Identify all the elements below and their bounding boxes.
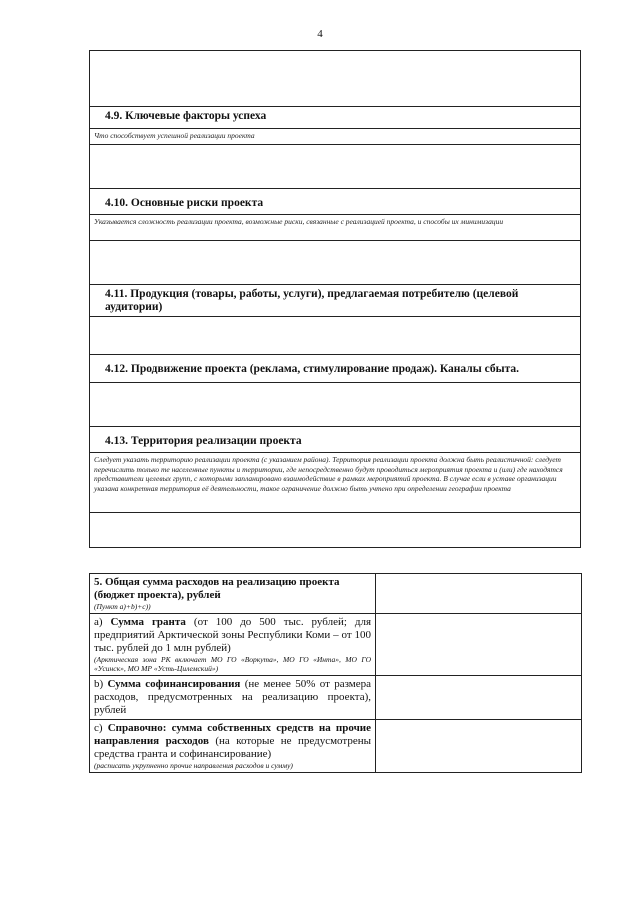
project-description-form: [89, 50, 581, 548]
budget-table: [89, 573, 582, 773]
budget-cofinancing-text: (не менее 50% от размера расходов, предусмотренных на реализацию проекта), рублей: [94, 678, 371, 716]
budget-cofinancing-label: [90, 676, 376, 720]
budget-row-grant: [90, 614, 582, 676]
budget-own-funds-bold: Справочно: сумма собственных средств на прочие направления расходов: [94, 722, 372, 747]
budget-own-funds-value[interactable]: [376, 720, 582, 773]
budget-cofinancing-prefix: b): [94, 678, 104, 690]
budget-total-title: 5. Общая сумма расходов на реализацию проекта (бюджет проекта), рублей: [94, 576, 340, 601]
budget-total-label: [90, 574, 376, 614]
answer-field-4-9[interactable]: [90, 144, 580, 188]
budget-own-funds-label: [90, 720, 376, 773]
answer-field-4-11[interactable]: [90, 316, 580, 354]
budget-grant-label: [90, 614, 376, 676]
section-hint-4-9: Что способствует успешной реализации проекта: [90, 128, 580, 144]
budget-total-value[interactable]: [376, 574, 582, 614]
section-title-4-13: 4.13. Территория реализации проекта: [90, 426, 580, 452]
section-hint-4-10: Указывается сложность реализации проекта, возможные риски, связанные с реализацией проекта, и способы их минимизации: [90, 214, 580, 240]
budget-own-funds-prefix: c): [94, 722, 103, 734]
budget-grant-bold: Сумма гранта: [110, 616, 186, 628]
section-hint-4-13: Следует указать территорию реализации проекта (с указанием района). Территория реализации проекта должна быть реалистичной: следует перечислить только те населенные пункты и территории, где непосредственно будут проводиться мероприятия проекта и (или) где находятся представители целевых групп, с которыми запланировано взаимодействие в рамках мероприятий проекта. В случае если в уставе организации указана конкретная территория её деятельности, такое ограничение должно быть учтено при определении географии проекта: [90, 452, 580, 512]
page-number: 4: [317, 28, 323, 40]
budget-own-funds-text: (на которые не предусмотрены средства гранта и софинансирование): [94, 735, 372, 760]
budget-grant-text: (от 100 до 500 тыс. рублей; для предприятий Арктической зоны Республики Коми – от 100 тыс. рублей до 1 млн рублей): [94, 616, 372, 654]
budget-row-own-funds: [90, 720, 582, 773]
section-title-4-10: 4.10. Основные риски проекта: [90, 188, 580, 214]
budget-row-total: [90, 574, 582, 614]
budget-cofinancing-value[interactable]: [376, 676, 582, 720]
budget-grant-prefix: a): [94, 616, 103, 628]
answer-field-previous[interactable]: [90, 51, 580, 106]
answer-field-4-10[interactable]: [90, 240, 580, 284]
answer-field-4-13[interactable]: [90, 512, 580, 547]
budget-total-note: (Пункт а)+b)+c)): [94, 602, 151, 611]
budget-grant-value[interactable]: [376, 614, 582, 676]
budget-row-cofinancing: [90, 676, 582, 720]
section-title-4-9: 4.9. Ключевые факторы успеха: [90, 106, 580, 128]
budget-cofinancing-bold: Сумма софинансирования: [107, 678, 241, 690]
section-title-4-11: 4.11. Продукция (товары, работы, услуги), предлагаемая потребителю (целевой аудитории): [90, 284, 580, 316]
answer-field-4-12[interactable]: [90, 382, 580, 426]
budget-grant-note: (Арктическая зона РК включает МО ГО «Воркута», МО ГО «Инта», МО ГО «Усинск», МО МР «Усть-Цилемский»): [94, 655, 371, 673]
section-title-4-12: 4.12. Продвижение проекта (реклама, стимулирование продаж). Каналы сбыта.: [90, 354, 580, 382]
budget-own-funds-note: (расписать укрупненно прочие направления расходов и сумму): [94, 761, 293, 770]
